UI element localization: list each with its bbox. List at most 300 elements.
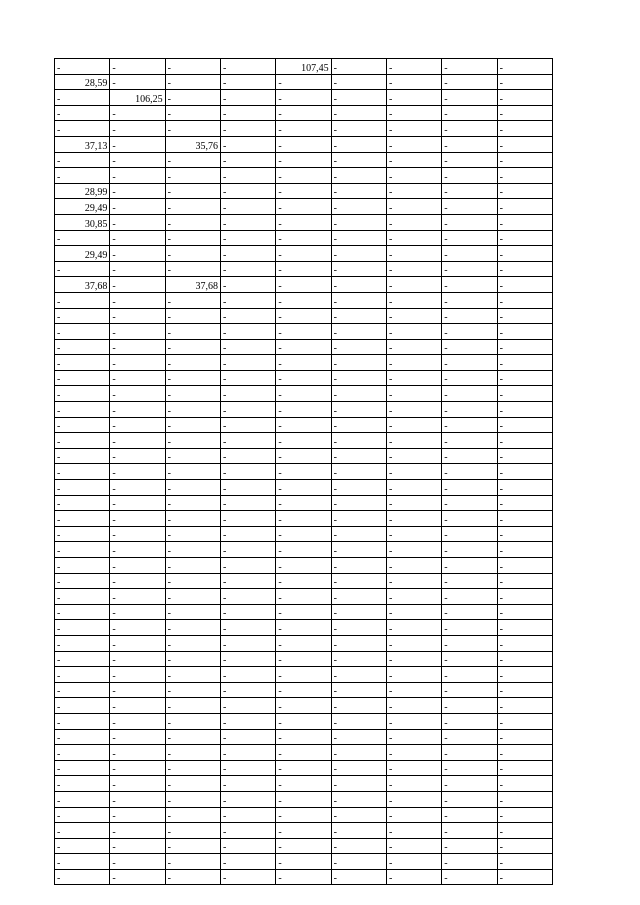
table-cell: - bbox=[442, 838, 497, 854]
table-cell: - bbox=[276, 448, 331, 464]
table-cell: - bbox=[165, 745, 220, 761]
table-row bbox=[55, 121, 553, 137]
table-cell: - bbox=[386, 261, 441, 277]
table-cell: - bbox=[55, 168, 110, 184]
table-cell: - bbox=[442, 589, 497, 605]
table-cell: - bbox=[386, 136, 441, 152]
table-cell: - bbox=[442, 620, 497, 636]
table-cell: - bbox=[276, 838, 331, 854]
table-cell: - bbox=[110, 869, 165, 885]
table-cell: - bbox=[442, 230, 497, 246]
table-cell: - bbox=[110, 230, 165, 246]
table-cell: - bbox=[386, 495, 441, 511]
table-cell: - bbox=[110, 355, 165, 371]
table-cell: - bbox=[442, 246, 497, 262]
table-cell: - bbox=[165, 698, 220, 714]
table-cell: - bbox=[110, 74, 165, 90]
table-cell: - bbox=[55, 480, 110, 496]
table-cell: - bbox=[110, 199, 165, 215]
table-cell: - bbox=[497, 854, 552, 870]
table-cell: 37,68 bbox=[55, 277, 110, 293]
table-cell: - bbox=[165, 651, 220, 667]
table-cell: - bbox=[386, 90, 441, 106]
table-cell: - bbox=[276, 370, 331, 386]
table-cell: - bbox=[331, 667, 386, 683]
table-row bbox=[55, 807, 553, 823]
table-cell: - bbox=[442, 292, 497, 308]
table-cell: - bbox=[442, 635, 497, 651]
table-cell: - bbox=[497, 558, 552, 574]
table-cell: - bbox=[331, 308, 386, 324]
table-cell: - bbox=[276, 355, 331, 371]
table-cell: - bbox=[497, 745, 552, 761]
table-cell: - bbox=[331, 417, 386, 433]
table-cell: - bbox=[55, 230, 110, 246]
table-cell: - bbox=[386, 355, 441, 371]
table-cell: - bbox=[55, 698, 110, 714]
table-cell: - bbox=[497, 370, 552, 386]
table-cell: - bbox=[110, 464, 165, 480]
table-cell: - bbox=[331, 776, 386, 792]
table-cell: - bbox=[386, 729, 441, 745]
table-cell: - bbox=[110, 402, 165, 418]
table-cell: - bbox=[497, 246, 552, 262]
table-cell: - bbox=[110, 370, 165, 386]
table-cell: - bbox=[331, 791, 386, 807]
table-cell: - bbox=[220, 386, 275, 402]
table-cell: - bbox=[276, 542, 331, 558]
table-cell: - bbox=[497, 230, 552, 246]
table-row bbox=[55, 464, 553, 480]
table-cell: - bbox=[331, 74, 386, 90]
table-cell: - bbox=[110, 339, 165, 355]
table-cell: - bbox=[331, 526, 386, 542]
table-cell: - bbox=[55, 121, 110, 137]
table-cell: - bbox=[220, 448, 275, 464]
table-cell: - bbox=[331, 277, 386, 293]
table-cell: - bbox=[497, 448, 552, 464]
table-cell: - bbox=[220, 682, 275, 698]
table-cell: - bbox=[110, 807, 165, 823]
table-cell: - bbox=[276, 199, 331, 215]
table-cell: - bbox=[497, 542, 552, 558]
table-cell: - bbox=[110, 183, 165, 199]
table-cell: - bbox=[497, 152, 552, 168]
table-cell: - bbox=[386, 214, 441, 230]
table-cell: - bbox=[497, 776, 552, 792]
table-cell: - bbox=[220, 417, 275, 433]
table-cell: 37,13 bbox=[55, 136, 110, 152]
table-cell: - bbox=[442, 542, 497, 558]
table-cell: - bbox=[55, 667, 110, 683]
table-cell: - bbox=[220, 807, 275, 823]
table-cell: - bbox=[331, 713, 386, 729]
table-cell: - bbox=[276, 74, 331, 90]
table-cell: - bbox=[165, 854, 220, 870]
table-cell: - bbox=[497, 667, 552, 683]
table-cell: - bbox=[165, 183, 220, 199]
table-cell: - bbox=[331, 136, 386, 152]
table-cell: - bbox=[276, 480, 331, 496]
table-cell: - bbox=[165, 214, 220, 230]
table-cell: - bbox=[442, 308, 497, 324]
table-cell: - bbox=[110, 854, 165, 870]
table-row bbox=[55, 651, 553, 667]
table-cell: - bbox=[497, 573, 552, 589]
table-cell: - bbox=[220, 760, 275, 776]
table-row bbox=[55, 152, 553, 168]
table-cell: - bbox=[55, 729, 110, 745]
table-cell: - bbox=[497, 90, 552, 106]
table-cell: - bbox=[497, 292, 552, 308]
table-row bbox=[55, 246, 553, 262]
table-cell: - bbox=[55, 869, 110, 885]
table-cell: - bbox=[386, 448, 441, 464]
table-cell: - bbox=[442, 168, 497, 184]
table-row bbox=[55, 74, 553, 90]
table-row bbox=[55, 511, 553, 527]
table-row bbox=[55, 386, 553, 402]
table-cell: - bbox=[331, 230, 386, 246]
table-cell: - bbox=[55, 745, 110, 761]
table-cell: - bbox=[442, 121, 497, 137]
table-cell: - bbox=[165, 105, 220, 121]
table-cell: - bbox=[55, 308, 110, 324]
table-cell: - bbox=[220, 620, 275, 636]
table-cell: - bbox=[55, 713, 110, 729]
table-cell: - bbox=[110, 526, 165, 542]
table-cell: - bbox=[442, 854, 497, 870]
table-cell: - bbox=[386, 526, 441, 542]
table-cell: - bbox=[220, 823, 275, 839]
table-cell: - bbox=[442, 59, 497, 75]
table-cell: - bbox=[110, 261, 165, 277]
table-row bbox=[55, 324, 553, 340]
table-cell: - bbox=[331, 386, 386, 402]
table-cell: - bbox=[220, 370, 275, 386]
table-cell: - bbox=[386, 869, 441, 885]
table-cell: - bbox=[165, 433, 220, 449]
table-cell: - bbox=[276, 791, 331, 807]
table-cell: - bbox=[442, 386, 497, 402]
table-cell: - bbox=[165, 246, 220, 262]
table-cell: - bbox=[165, 869, 220, 885]
table-cell: - bbox=[331, 355, 386, 371]
data-table-body bbox=[55, 59, 553, 885]
table-cell: - bbox=[55, 464, 110, 480]
table-cell: - bbox=[386, 370, 441, 386]
table-cell: - bbox=[331, 105, 386, 121]
table-row bbox=[55, 277, 553, 293]
table-cell: - bbox=[220, 74, 275, 90]
table-cell: - bbox=[386, 558, 441, 574]
table-row bbox=[55, 760, 553, 776]
table-cell: - bbox=[220, 121, 275, 137]
table-cell: - bbox=[331, 152, 386, 168]
table-cell: - bbox=[331, 121, 386, 137]
table-cell: - bbox=[497, 74, 552, 90]
table-cell: - bbox=[165, 417, 220, 433]
table-cell: - bbox=[497, 105, 552, 121]
table-cell: - bbox=[331, 869, 386, 885]
table-cell: - bbox=[165, 152, 220, 168]
table-cell: - bbox=[220, 511, 275, 527]
table-cell: - bbox=[276, 183, 331, 199]
table-cell: - bbox=[220, 402, 275, 418]
table-cell: - bbox=[165, 511, 220, 527]
table-cell: - bbox=[386, 604, 441, 620]
table-cell: - bbox=[442, 526, 497, 542]
table-cell: - bbox=[276, 386, 331, 402]
table-cell: - bbox=[331, 558, 386, 574]
table-cell: - bbox=[442, 713, 497, 729]
table-cell: - bbox=[165, 448, 220, 464]
table-cell: - bbox=[497, 433, 552, 449]
table-cell: - bbox=[386, 838, 441, 854]
table-cell: - bbox=[165, 168, 220, 184]
table-cell: - bbox=[497, 214, 552, 230]
table-cell: - bbox=[110, 651, 165, 667]
table-row bbox=[55, 136, 553, 152]
table-row bbox=[55, 448, 553, 464]
table-row bbox=[55, 745, 553, 761]
table-cell: - bbox=[55, 261, 110, 277]
table-cell: - bbox=[220, 791, 275, 807]
table-cell: - bbox=[220, 292, 275, 308]
table-cell: - bbox=[165, 526, 220, 542]
table-cell: - bbox=[276, 667, 331, 683]
table-cell: 106,25 bbox=[110, 90, 165, 106]
table-cell: - bbox=[386, 386, 441, 402]
table-cell: - bbox=[276, 402, 331, 418]
table-cell: - bbox=[276, 433, 331, 449]
table-cell: - bbox=[220, 589, 275, 605]
table-cell: - bbox=[386, 277, 441, 293]
table-cell: - bbox=[331, 246, 386, 262]
table-cell: - bbox=[55, 791, 110, 807]
table-cell: - bbox=[220, 90, 275, 106]
table-cell: - bbox=[497, 511, 552, 527]
table-cell: - bbox=[110, 511, 165, 527]
table-cell: - bbox=[220, 230, 275, 246]
table-cell: - bbox=[442, 261, 497, 277]
table-cell: - bbox=[331, 480, 386, 496]
table-cell: - bbox=[442, 214, 497, 230]
table-row bbox=[55, 558, 553, 574]
table-cell: - bbox=[442, 105, 497, 121]
table-cell: - bbox=[220, 199, 275, 215]
table-cell: - bbox=[442, 807, 497, 823]
table-cell: - bbox=[442, 604, 497, 620]
table-cell: - bbox=[386, 339, 441, 355]
table-cell: - bbox=[386, 152, 441, 168]
table-cell: - bbox=[497, 651, 552, 667]
table-cell: - bbox=[165, 261, 220, 277]
table-cell: - bbox=[276, 90, 331, 106]
table-cell: - bbox=[276, 589, 331, 605]
table-cell: - bbox=[165, 791, 220, 807]
table-cell: - bbox=[497, 838, 552, 854]
table-cell: - bbox=[276, 823, 331, 839]
table-cell: - bbox=[220, 339, 275, 355]
table-cell: - bbox=[165, 402, 220, 418]
table-cell: - bbox=[55, 682, 110, 698]
table-cell: - bbox=[110, 791, 165, 807]
table-cell: 29,49 bbox=[55, 199, 110, 215]
table-cell: - bbox=[331, 698, 386, 714]
table-cell: - bbox=[386, 511, 441, 527]
table-cell: - bbox=[497, 713, 552, 729]
table-cell: - bbox=[110, 729, 165, 745]
table-cell: - bbox=[497, 620, 552, 636]
table-cell: - bbox=[331, 823, 386, 839]
table-cell: - bbox=[165, 573, 220, 589]
table-cell: - bbox=[442, 573, 497, 589]
table-row bbox=[55, 573, 553, 589]
table-cell: - bbox=[110, 589, 165, 605]
table-cell: - bbox=[442, 183, 497, 199]
table-cell: - bbox=[220, 308, 275, 324]
table-cell: - bbox=[331, 183, 386, 199]
table-row bbox=[55, 823, 553, 839]
table-cell: - bbox=[55, 526, 110, 542]
table-row bbox=[55, 589, 553, 605]
table-cell: - bbox=[220, 558, 275, 574]
table-cell: - bbox=[165, 90, 220, 106]
table-cell: - bbox=[331, 589, 386, 605]
table-row bbox=[55, 776, 553, 792]
table-cell: - bbox=[220, 604, 275, 620]
table-cell: - bbox=[442, 511, 497, 527]
table-cell: - bbox=[276, 495, 331, 511]
table-cell: - bbox=[55, 339, 110, 355]
table-cell: - bbox=[331, 729, 386, 745]
table-cell: - bbox=[276, 604, 331, 620]
table-cell: - bbox=[331, 745, 386, 761]
table-cell: - bbox=[220, 698, 275, 714]
table-cell: - bbox=[110, 495, 165, 511]
table-row bbox=[55, 604, 553, 620]
table-cell: - bbox=[386, 651, 441, 667]
table-cell: - bbox=[442, 324, 497, 340]
table-cell: - bbox=[55, 433, 110, 449]
table-cell: - bbox=[165, 308, 220, 324]
table-cell: - bbox=[276, 729, 331, 745]
table-cell: - bbox=[110, 620, 165, 636]
table-cell: - bbox=[386, 823, 441, 839]
table-row bbox=[55, 433, 553, 449]
table-cell: - bbox=[331, 682, 386, 698]
table-cell: 29,49 bbox=[55, 246, 110, 262]
table-cell: 107,45 bbox=[276, 59, 331, 75]
table-cell: - bbox=[165, 635, 220, 651]
table-cell: - bbox=[442, 791, 497, 807]
table-cell: - bbox=[55, 417, 110, 433]
table-cell: - bbox=[110, 121, 165, 137]
table-cell: - bbox=[165, 339, 220, 355]
table-cell: - bbox=[165, 292, 220, 308]
table-cell: - bbox=[165, 370, 220, 386]
table-cell: - bbox=[55, 573, 110, 589]
table-row bbox=[55, 667, 553, 683]
table-cell: - bbox=[276, 651, 331, 667]
table-cell: - bbox=[110, 324, 165, 340]
table-cell: - bbox=[497, 480, 552, 496]
table-cell: - bbox=[110, 448, 165, 464]
table-cell: - bbox=[497, 729, 552, 745]
table-cell: - bbox=[220, 542, 275, 558]
table-cell: - bbox=[442, 152, 497, 168]
table-cell: - bbox=[331, 651, 386, 667]
table-cell: - bbox=[386, 807, 441, 823]
table-cell: - bbox=[220, 277, 275, 293]
table-cell: - bbox=[386, 183, 441, 199]
table-cell: - bbox=[442, 729, 497, 745]
table-row bbox=[55, 713, 553, 729]
table-cell: - bbox=[220, 745, 275, 761]
table-cell: - bbox=[55, 448, 110, 464]
table-cell: - bbox=[386, 105, 441, 121]
table-cell: - bbox=[110, 573, 165, 589]
table-cell: - bbox=[55, 495, 110, 511]
table-cell: - bbox=[331, 760, 386, 776]
table-cell: - bbox=[110, 168, 165, 184]
data-table bbox=[54, 58, 553, 885]
table-row bbox=[55, 90, 553, 106]
table-cell: - bbox=[110, 433, 165, 449]
table-cell: - bbox=[220, 526, 275, 542]
table-cell: - bbox=[165, 386, 220, 402]
table-cell: - bbox=[331, 807, 386, 823]
table-cell: - bbox=[442, 355, 497, 371]
table-cell: - bbox=[386, 464, 441, 480]
table-cell: - bbox=[276, 558, 331, 574]
table-cell: - bbox=[165, 776, 220, 792]
table-cell: - bbox=[165, 542, 220, 558]
table-row bbox=[55, 729, 553, 745]
table-cell: - bbox=[386, 682, 441, 698]
table-cell: - bbox=[55, 620, 110, 636]
table-cell: - bbox=[276, 417, 331, 433]
table-cell: - bbox=[110, 152, 165, 168]
table-cell: - bbox=[110, 105, 165, 121]
table-cell: - bbox=[331, 168, 386, 184]
table-cell: - bbox=[165, 480, 220, 496]
table-cell: - bbox=[220, 480, 275, 496]
table-cell: - bbox=[386, 230, 441, 246]
table-row bbox=[55, 355, 553, 371]
table-cell: - bbox=[276, 339, 331, 355]
table-cell: - bbox=[331, 495, 386, 511]
table-cell: - bbox=[276, 261, 331, 277]
table-cell: - bbox=[442, 277, 497, 293]
table-cell: - bbox=[386, 854, 441, 870]
table-cell: - bbox=[276, 511, 331, 527]
table-cell: - bbox=[442, 90, 497, 106]
table-cell: - bbox=[165, 838, 220, 854]
table-cell: - bbox=[165, 667, 220, 683]
table-cell: - bbox=[110, 277, 165, 293]
table-cell: - bbox=[220, 651, 275, 667]
table-cell: - bbox=[442, 495, 497, 511]
table-cell: - bbox=[276, 745, 331, 761]
table-row bbox=[55, 402, 553, 418]
table-cell: - bbox=[386, 480, 441, 496]
table-cell: - bbox=[497, 526, 552, 542]
table-cell: - bbox=[55, 105, 110, 121]
table-cell: - bbox=[110, 635, 165, 651]
table-cell: - bbox=[165, 74, 220, 90]
